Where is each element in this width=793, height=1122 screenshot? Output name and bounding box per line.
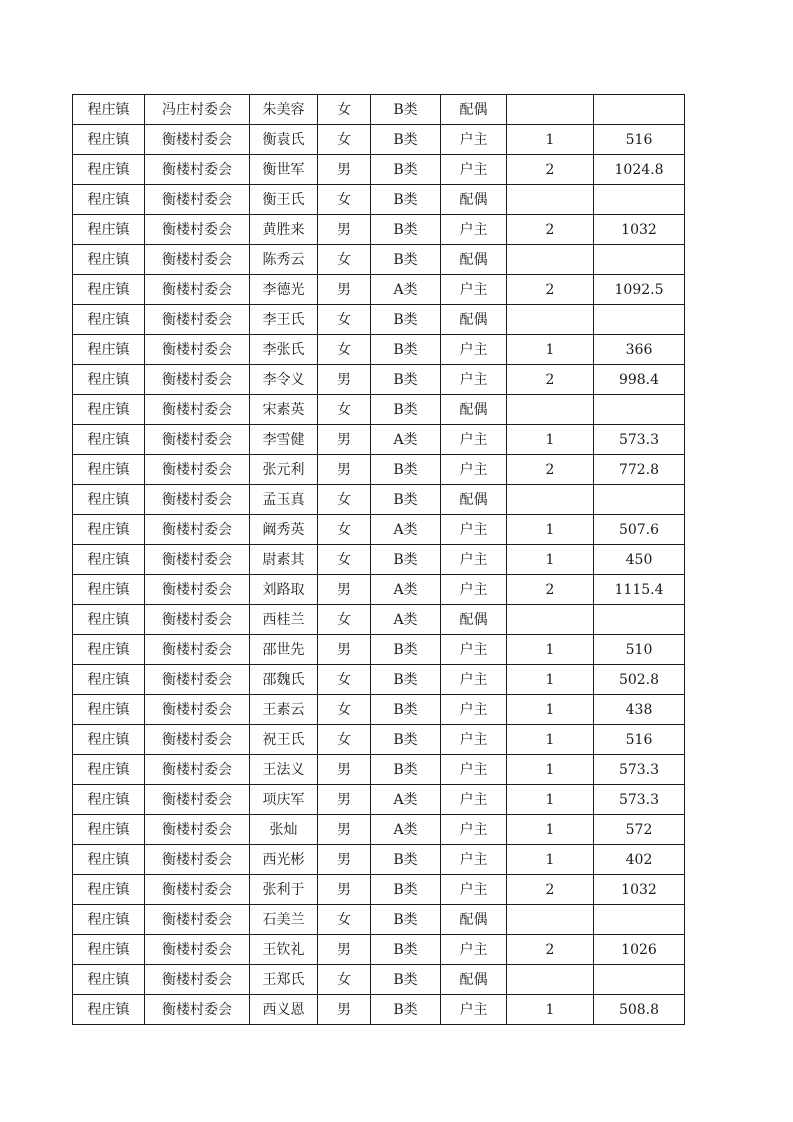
village-cell: 冯庄村委会 <box>145 95 250 125</box>
amount-cell: 573.3 <box>594 785 685 815</box>
sex-cell: 女 <box>318 395 371 425</box>
table-row <box>73 275 685 305</box>
count-cell: 2 <box>507 275 594 305</box>
sex-cell: 男 <box>318 815 371 845</box>
relation-cell: 户主 <box>441 875 507 905</box>
town-cell: 程庄镇 <box>73 155 145 185</box>
town-cell: 程庄镇 <box>73 545 145 575</box>
count-cell: 2 <box>507 575 594 605</box>
name-cell: 西义恩 <box>250 995 318 1025</box>
relation-cell: 户主 <box>441 125 507 155</box>
category-cell: B类 <box>371 665 441 695</box>
amount-cell: 402 <box>594 845 685 875</box>
town-cell: 程庄镇 <box>73 515 145 545</box>
category-cell: B类 <box>371 905 441 935</box>
relation-cell: 配偶 <box>441 305 507 335</box>
count-cell: 1 <box>507 695 594 725</box>
amount-cell: 573.3 <box>594 755 685 785</box>
sex-cell: 男 <box>318 155 371 185</box>
relation-cell: 户主 <box>441 455 507 485</box>
sex-cell: 女 <box>318 725 371 755</box>
count-cell: 2 <box>507 455 594 485</box>
town-cell: 程庄镇 <box>73 575 145 605</box>
name-cell: 朱美容 <box>250 95 318 125</box>
category-cell: A类 <box>371 275 441 305</box>
town-cell: 程庄镇 <box>73 455 145 485</box>
town-cell: 程庄镇 <box>73 395 145 425</box>
amount-cell: 516 <box>594 125 685 155</box>
name-cell: 王钦礼 <box>250 935 318 965</box>
village-cell: 衡楼村委会 <box>145 725 250 755</box>
relation-cell: 户主 <box>441 725 507 755</box>
sex-cell: 女 <box>318 905 371 935</box>
table-row <box>73 95 685 125</box>
village-cell: 衡楼村委会 <box>145 785 250 815</box>
town-cell: 程庄镇 <box>73 275 145 305</box>
village-cell: 衡楼村委会 <box>145 605 250 635</box>
category-cell: B类 <box>371 545 441 575</box>
village-cell: 衡楼村委会 <box>145 455 250 485</box>
village-cell: 衡楼村委会 <box>145 695 250 725</box>
relation-cell: 户主 <box>441 335 507 365</box>
name-cell: 宋素英 <box>250 395 318 425</box>
category-cell: B类 <box>371 845 441 875</box>
sex-cell: 女 <box>318 605 371 635</box>
town-cell: 程庄镇 <box>73 335 145 365</box>
relation-cell: 配偶 <box>441 395 507 425</box>
name-cell: 祝王氏 <box>250 725 318 755</box>
name-cell: 项庆军 <box>250 785 318 815</box>
category-cell: A类 <box>371 815 441 845</box>
name-cell: 张灿 <box>250 815 318 845</box>
count-cell: 1 <box>507 545 594 575</box>
name-cell: 李张氏 <box>250 335 318 365</box>
amount-cell: 1026 <box>594 935 685 965</box>
name-cell: 陈秀云 <box>250 245 318 275</box>
table-row <box>73 815 685 845</box>
amount-cell: 573.3 <box>594 425 685 455</box>
relation-cell: 户主 <box>441 635 507 665</box>
name-cell: 李德光 <box>250 275 318 305</box>
amount-cell <box>594 185 685 215</box>
town-cell: 程庄镇 <box>73 875 145 905</box>
town-cell: 程庄镇 <box>73 215 145 245</box>
category-cell: B类 <box>371 635 441 665</box>
table-row <box>73 335 685 365</box>
village-cell: 衡楼村委会 <box>145 905 250 935</box>
count-cell: 1 <box>507 725 594 755</box>
count-cell <box>507 485 594 515</box>
category-cell: B类 <box>371 695 441 725</box>
amount-cell: 450 <box>594 545 685 575</box>
village-cell: 衡楼村委会 <box>145 185 250 215</box>
relation-cell: 户主 <box>441 155 507 185</box>
table-row <box>73 395 685 425</box>
name-cell: 尉素其 <box>250 545 318 575</box>
amount-cell: 1092.5 <box>594 275 685 305</box>
town-cell: 程庄镇 <box>73 845 145 875</box>
name-cell: 西桂兰 <box>250 605 318 635</box>
relation-cell: 户主 <box>441 995 507 1025</box>
count-cell: 1 <box>507 335 594 365</box>
relation-cell: 户主 <box>441 815 507 845</box>
count-cell <box>507 395 594 425</box>
table-row <box>73 365 685 395</box>
relation-cell: 户主 <box>441 575 507 605</box>
name-cell: 石美兰 <box>250 905 318 935</box>
sex-cell: 女 <box>318 695 371 725</box>
amount-cell <box>594 395 685 425</box>
relation-cell: 户主 <box>441 695 507 725</box>
sex-cell: 男 <box>318 995 371 1025</box>
relation-cell: 户主 <box>441 215 507 245</box>
table-row <box>73 725 685 755</box>
relation-cell: 户主 <box>441 935 507 965</box>
town-cell: 程庄镇 <box>73 695 145 725</box>
name-cell: 邵世先 <box>250 635 318 665</box>
category-cell: A类 <box>371 785 441 815</box>
town-cell: 程庄镇 <box>73 245 145 275</box>
category-cell: B类 <box>371 935 441 965</box>
table-row <box>73 965 685 995</box>
village-cell: 衡楼村委会 <box>145 845 250 875</box>
category-cell: B类 <box>371 965 441 995</box>
town-cell: 程庄镇 <box>73 95 145 125</box>
name-cell: 李王氏 <box>250 305 318 335</box>
sex-cell: 男 <box>318 575 371 605</box>
category-cell: B类 <box>371 875 441 905</box>
count-cell: 1 <box>507 755 594 785</box>
sex-cell: 女 <box>318 335 371 365</box>
amount-cell <box>594 485 685 515</box>
village-cell: 衡楼村委会 <box>145 245 250 275</box>
relation-cell: 配偶 <box>441 485 507 515</box>
town-cell: 程庄镇 <box>73 785 145 815</box>
count-cell: 1 <box>507 665 594 695</box>
relation-cell: 户主 <box>441 275 507 305</box>
relation-cell: 户主 <box>441 545 507 575</box>
village-cell: 衡楼村委会 <box>145 425 250 455</box>
name-cell: 李雪健 <box>250 425 318 455</box>
count-cell: 2 <box>507 875 594 905</box>
sex-cell: 男 <box>318 875 371 905</box>
category-cell: B类 <box>371 365 441 395</box>
table-row <box>73 905 685 935</box>
category-cell: A类 <box>371 605 441 635</box>
count-cell <box>507 905 594 935</box>
category-cell: B类 <box>371 125 441 155</box>
town-cell: 程庄镇 <box>73 125 145 155</box>
town-cell: 程庄镇 <box>73 635 145 665</box>
name-cell: 刘路取 <box>250 575 318 605</box>
sex-cell: 男 <box>318 425 371 455</box>
village-cell: 衡楼村委会 <box>145 125 250 155</box>
amount-cell <box>594 965 685 995</box>
relation-cell: 户主 <box>441 425 507 455</box>
sex-cell: 女 <box>318 95 371 125</box>
category-cell: B类 <box>371 185 441 215</box>
town-cell: 程庄镇 <box>73 425 145 455</box>
amount-cell <box>594 605 685 635</box>
name-cell: 张利于 <box>250 875 318 905</box>
count-cell: 2 <box>507 935 594 965</box>
town-cell: 程庄镇 <box>73 305 145 335</box>
table-row <box>73 845 685 875</box>
amount-cell <box>594 905 685 935</box>
count-cell: 1 <box>507 515 594 545</box>
town-cell: 程庄镇 <box>73 605 145 635</box>
count-cell: 1 <box>507 815 594 845</box>
amount-cell: 772.8 <box>594 455 685 485</box>
town-cell: 程庄镇 <box>73 485 145 515</box>
sex-cell: 女 <box>318 665 371 695</box>
category-cell: A类 <box>371 515 441 545</box>
category-cell: B类 <box>371 245 441 275</box>
name-cell: 衡王氏 <box>250 185 318 215</box>
table-row <box>73 785 685 815</box>
table-row <box>73 125 685 155</box>
relation-cell: 户主 <box>441 845 507 875</box>
table-row <box>73 155 685 185</box>
table-row <box>73 425 685 455</box>
sex-cell: 男 <box>318 365 371 395</box>
town-cell: 程庄镇 <box>73 755 145 785</box>
count-cell <box>507 95 594 125</box>
count-cell: 1 <box>507 425 594 455</box>
village-cell: 衡楼村委会 <box>145 635 250 665</box>
name-cell: 王郑氏 <box>250 965 318 995</box>
count-cell <box>507 305 594 335</box>
town-cell: 程庄镇 <box>73 185 145 215</box>
village-cell: 衡楼村委会 <box>145 365 250 395</box>
village-cell: 衡楼村委会 <box>145 485 250 515</box>
category-cell: B类 <box>371 215 441 245</box>
amount-cell: 507.6 <box>594 515 685 545</box>
sex-cell: 男 <box>318 785 371 815</box>
count-cell <box>507 185 594 215</box>
roster-body <box>73 95 685 1025</box>
sex-cell: 女 <box>318 245 371 275</box>
relation-cell: 户主 <box>441 515 507 545</box>
count-cell: 1 <box>507 635 594 665</box>
category-cell: B类 <box>371 335 441 365</box>
sex-cell: 女 <box>318 485 371 515</box>
name-cell: 邵魏氏 <box>250 665 318 695</box>
category-cell: B类 <box>371 395 441 425</box>
category-cell: B类 <box>371 485 441 515</box>
relation-cell: 户主 <box>441 665 507 695</box>
village-cell: 衡楼村委会 <box>145 935 250 965</box>
name-cell: 王法义 <box>250 755 318 785</box>
sex-cell: 男 <box>318 275 371 305</box>
sex-cell: 女 <box>318 965 371 995</box>
sex-cell: 女 <box>318 125 371 155</box>
count-cell: 1 <box>507 995 594 1025</box>
sex-cell: 男 <box>318 635 371 665</box>
amount-cell: 1032 <box>594 875 685 905</box>
name-cell: 王素云 <box>250 695 318 725</box>
town-cell: 程庄镇 <box>73 995 145 1025</box>
count-cell: 2 <box>507 215 594 245</box>
sex-cell: 男 <box>318 755 371 785</box>
name-cell: 衡世军 <box>250 155 318 185</box>
village-cell: 衡楼村委会 <box>145 275 250 305</box>
table-row <box>73 245 685 275</box>
name-cell: 孟玉真 <box>250 485 318 515</box>
count-cell <box>507 245 594 275</box>
table-row <box>73 695 685 725</box>
town-cell: 程庄镇 <box>73 665 145 695</box>
category-cell: B类 <box>371 995 441 1025</box>
table-row <box>73 185 685 215</box>
relation-cell: 配偶 <box>441 95 507 125</box>
amount-cell: 508.8 <box>594 995 685 1025</box>
category-cell: B类 <box>371 455 441 485</box>
table-row <box>73 215 685 245</box>
amount-cell: 438 <box>594 695 685 725</box>
amount-cell: 510 <box>594 635 685 665</box>
town-cell: 程庄镇 <box>73 365 145 395</box>
amount-cell: 1032 <box>594 215 685 245</box>
village-cell: 衡楼村委会 <box>145 755 250 785</box>
name-cell: 西光彬 <box>250 845 318 875</box>
category-cell: B类 <box>371 95 441 125</box>
amount-cell <box>594 305 685 335</box>
table-row <box>73 485 685 515</box>
amount-cell: 1115.4 <box>594 575 685 605</box>
sex-cell: 女 <box>318 185 371 215</box>
sex-cell: 女 <box>318 305 371 335</box>
table-row <box>73 635 685 665</box>
town-cell: 程庄镇 <box>73 725 145 755</box>
sex-cell: 女 <box>318 545 371 575</box>
village-cell: 衡楼村委会 <box>145 335 250 365</box>
amount-cell: 366 <box>594 335 685 365</box>
count-cell: 2 <box>507 365 594 395</box>
amount-cell <box>594 245 685 275</box>
village-cell: 衡楼村委会 <box>145 815 250 845</box>
category-cell: B类 <box>371 305 441 335</box>
relation-cell: 配偶 <box>441 965 507 995</box>
relation-cell: 户主 <box>441 365 507 395</box>
relation-cell: 配偶 <box>441 605 507 635</box>
roster-table <box>72 94 685 1025</box>
table-row <box>73 515 685 545</box>
count-cell: 2 <box>507 155 594 185</box>
village-cell: 衡楼村委会 <box>145 665 250 695</box>
village-cell: 衡楼村委会 <box>145 875 250 905</box>
name-cell: 李令义 <box>250 365 318 395</box>
category-cell: B类 <box>371 725 441 755</box>
amount-cell: 516 <box>594 725 685 755</box>
town-cell: 程庄镇 <box>73 935 145 965</box>
village-cell: 衡楼村委会 <box>145 965 250 995</box>
count-cell: 1 <box>507 845 594 875</box>
sex-cell: 男 <box>318 845 371 875</box>
category-cell: B类 <box>371 155 441 185</box>
village-cell: 衡楼村委会 <box>145 305 250 335</box>
village-cell: 衡楼村委会 <box>145 215 250 245</box>
table-row <box>73 665 685 695</box>
sex-cell: 男 <box>318 455 371 485</box>
relation-cell: 配偶 <box>441 185 507 215</box>
amount-cell: 998.4 <box>594 365 685 395</box>
town-cell: 程庄镇 <box>73 965 145 995</box>
name-cell: 衡袁氏 <box>250 125 318 155</box>
count-cell: 1 <box>507 125 594 155</box>
name-cell: 阚秀英 <box>250 515 318 545</box>
table-row <box>73 455 685 485</box>
table-row <box>73 875 685 905</box>
amount-cell <box>594 95 685 125</box>
table-row <box>73 995 685 1025</box>
village-cell: 衡楼村委会 <box>145 575 250 605</box>
sex-cell: 男 <box>318 215 371 245</box>
village-cell: 衡楼村委会 <box>145 515 250 545</box>
table-row <box>73 935 685 965</box>
village-cell: 衡楼村委会 <box>145 395 250 425</box>
town-cell: 程庄镇 <box>73 905 145 935</box>
table-row <box>73 545 685 575</box>
relation-cell: 配偶 <box>441 245 507 275</box>
relation-cell: 户主 <box>441 755 507 785</box>
name-cell: 张元利 <box>250 455 318 485</box>
amount-cell: 572 <box>594 815 685 845</box>
count-cell <box>507 605 594 635</box>
relation-cell: 配偶 <box>441 905 507 935</box>
count-cell: 1 <box>507 785 594 815</box>
amount-cell: 1024.8 <box>594 155 685 185</box>
table-row <box>73 305 685 335</box>
sex-cell: 男 <box>318 935 371 965</box>
category-cell: A类 <box>371 575 441 605</box>
amount-cell: 502.8 <box>594 665 685 695</box>
table-row <box>73 605 685 635</box>
name-cell: 黄胜来 <box>250 215 318 245</box>
table-row <box>73 755 685 785</box>
relation-cell: 户主 <box>441 785 507 815</box>
town-cell: 程庄镇 <box>73 815 145 845</box>
category-cell: A类 <box>371 425 441 455</box>
village-cell: 衡楼村委会 <box>145 155 250 185</box>
sex-cell: 女 <box>318 515 371 545</box>
category-cell: B类 <box>371 755 441 785</box>
table-row <box>73 575 685 605</box>
count-cell <box>507 965 594 995</box>
village-cell: 衡楼村委会 <box>145 995 250 1025</box>
village-cell: 衡楼村委会 <box>145 545 250 575</box>
